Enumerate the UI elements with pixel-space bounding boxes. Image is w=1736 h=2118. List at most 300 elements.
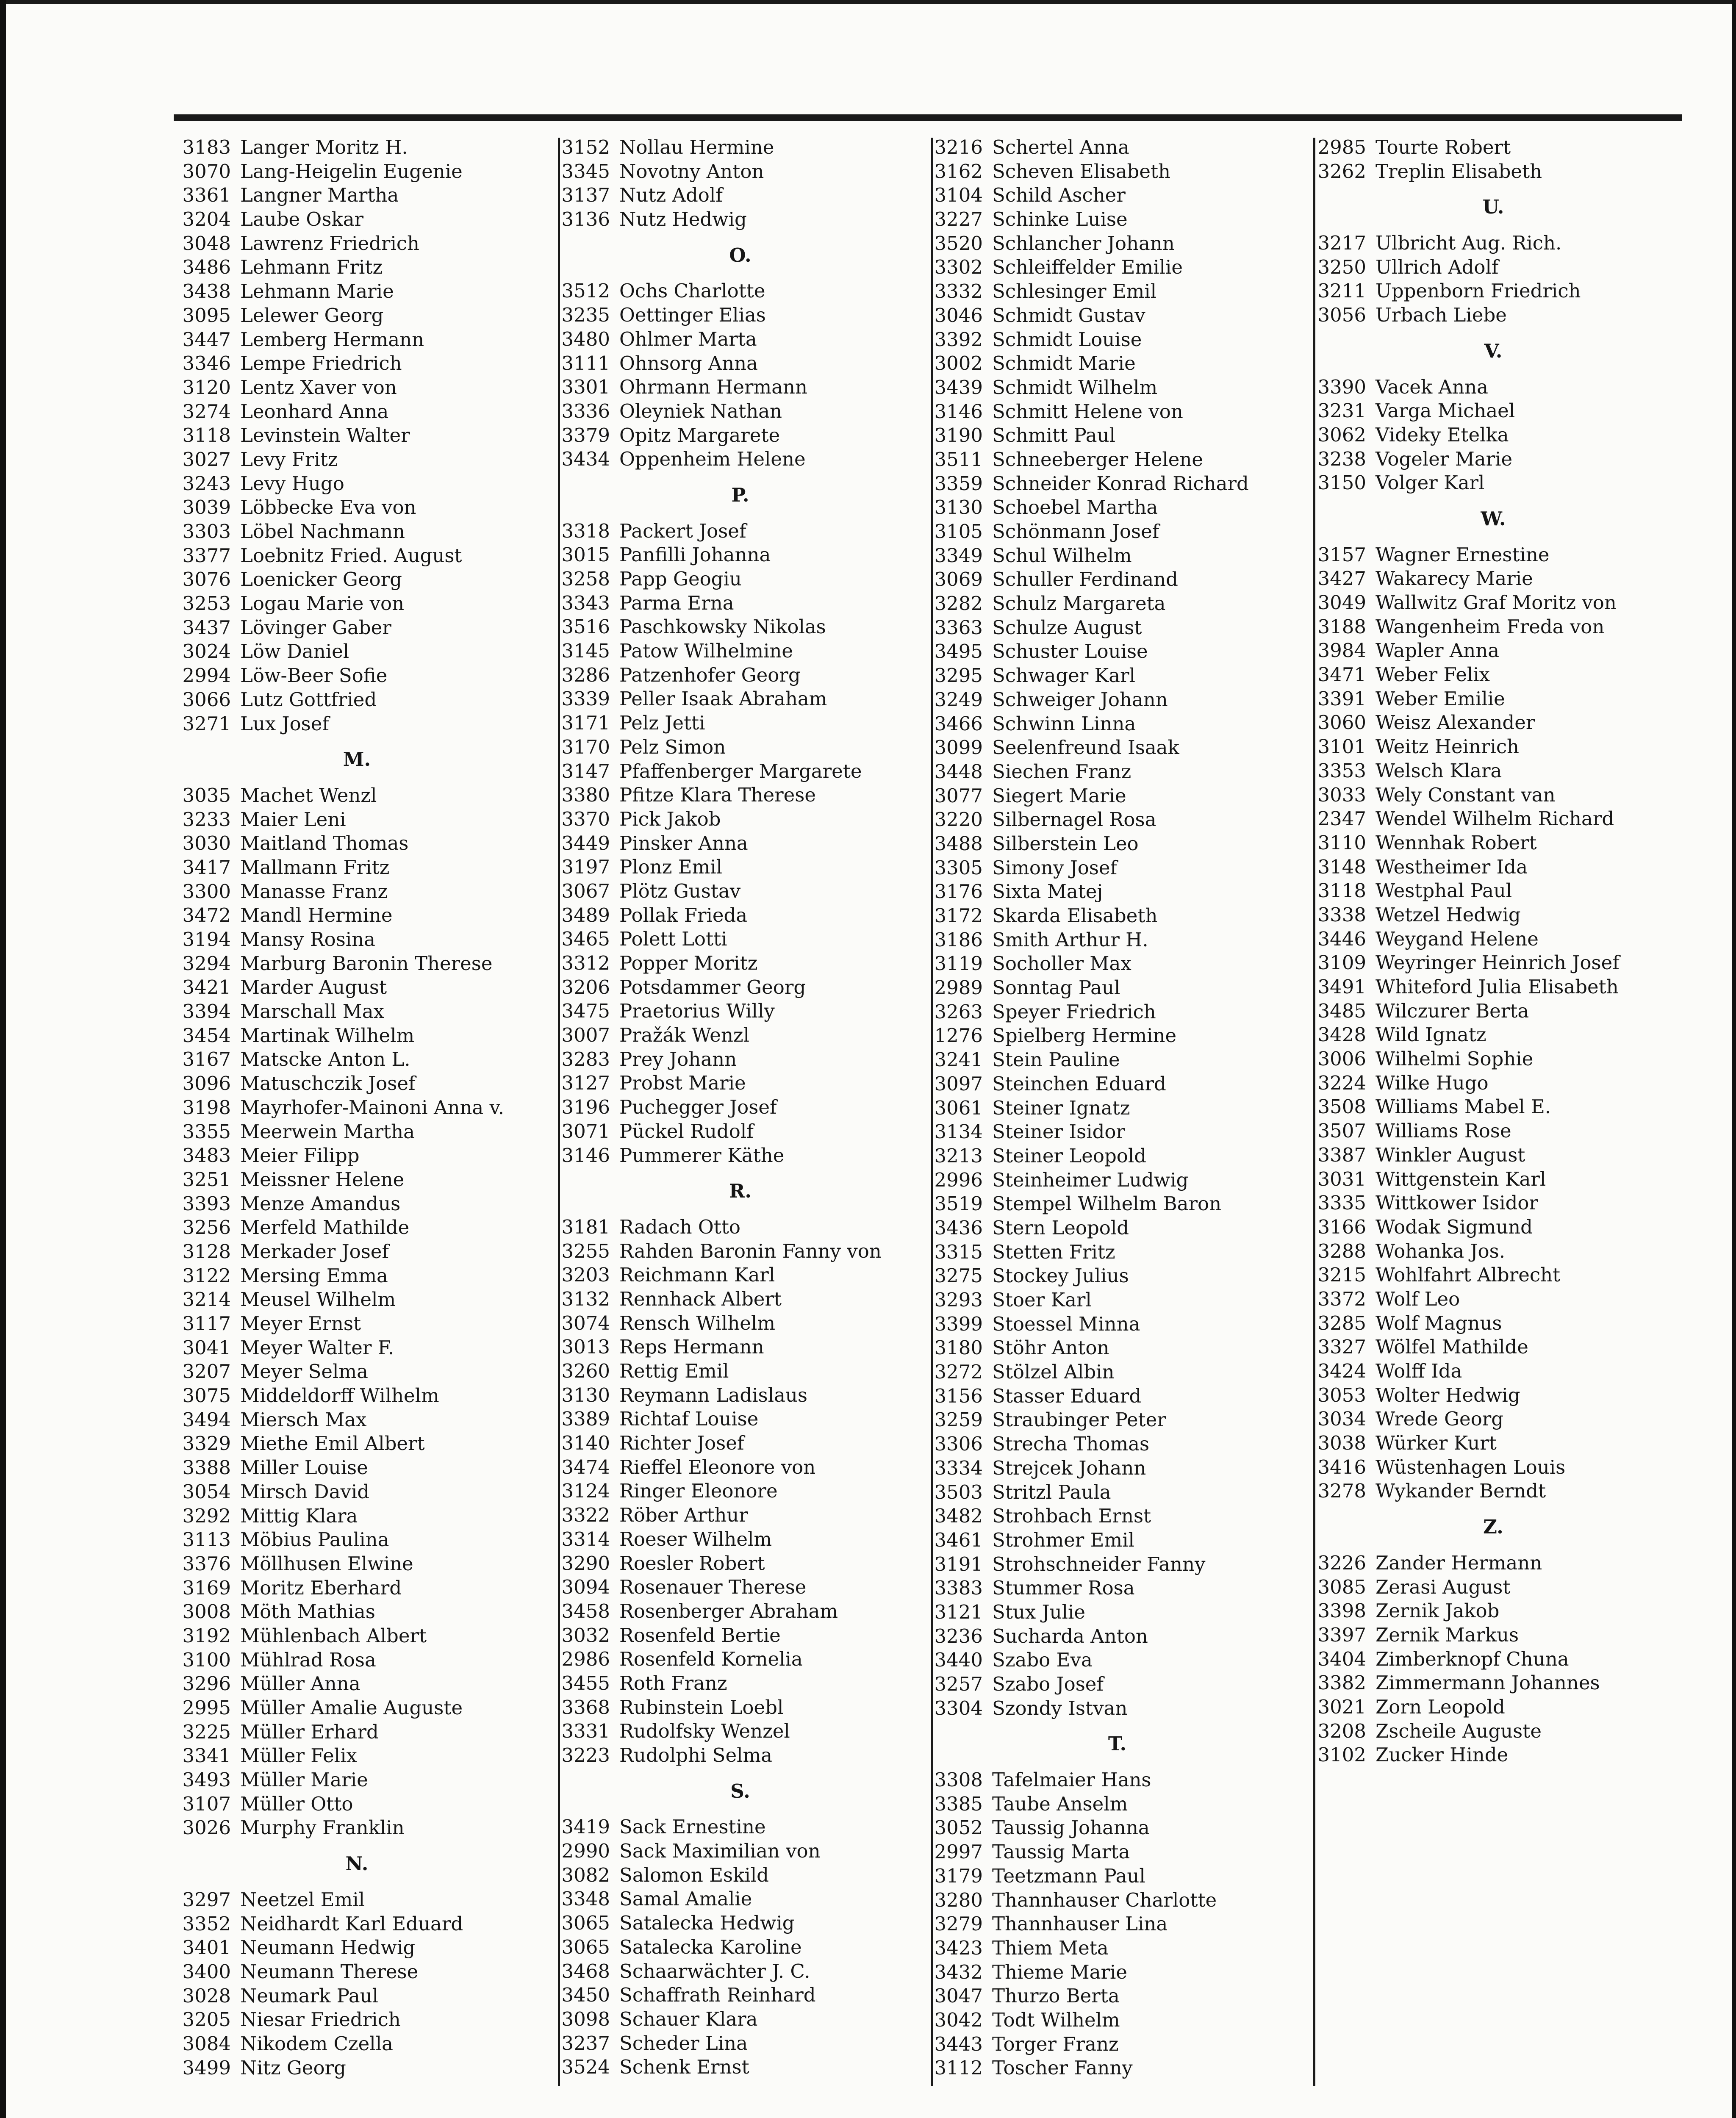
entry-number: 3263 xyxy=(934,1000,983,1023)
entry-name: Westheimer Ida xyxy=(1375,855,1528,878)
entry-number: 3188 xyxy=(1317,615,1366,638)
entry-name: Lemberg Hermann xyxy=(240,328,424,351)
entry-number: 3489 xyxy=(561,904,610,926)
section-letter-heading: V. xyxy=(1484,339,1503,362)
entry-number: 3075 xyxy=(182,1384,231,1407)
entry-number: 3493 xyxy=(182,1769,231,1791)
entry-number: 3076 xyxy=(182,568,231,591)
directory-entry xyxy=(551,447,930,471)
directory-entry xyxy=(551,279,930,303)
entry-number: 3275 xyxy=(934,1264,983,1287)
entry-name: Neidhardt Karl Eduard xyxy=(240,1912,463,1935)
directory-entry xyxy=(172,856,542,880)
entry-number: 3027 xyxy=(182,448,231,471)
entry-number: 3238 xyxy=(1317,447,1366,470)
section-letter-heading: T. xyxy=(1108,1733,1127,1755)
directory-entry xyxy=(923,1456,1311,1480)
entry-name: Neetzel Emil xyxy=(240,1888,365,1911)
entry-name: Wölfel Mathilde xyxy=(1375,1336,1528,1358)
entry-number: 2985 xyxy=(1317,136,1366,158)
entry-number: 3120 xyxy=(182,376,231,399)
directory-entry xyxy=(1307,951,1680,975)
directory-entry xyxy=(1307,879,1680,903)
entry-number: 3172 xyxy=(934,904,983,927)
entry-name: Szabo Eva xyxy=(992,1649,1093,1672)
directory-entry xyxy=(1307,783,1680,807)
entry-number: 3233 xyxy=(182,808,231,831)
directory-entry xyxy=(172,1024,542,1048)
entry-name: Schneider Konrad Richard xyxy=(992,472,1249,495)
entry-number: 3237 xyxy=(561,2032,610,2054)
directory-entry xyxy=(923,1144,1311,1168)
entry-number: 3042 xyxy=(934,2008,983,2031)
directory-entry xyxy=(1307,543,1680,567)
entry-name: Seelenfreund Isaak xyxy=(992,736,1179,759)
directory-entry xyxy=(1307,1743,1680,1767)
entry-number: 3060 xyxy=(1317,711,1366,734)
entry-name: Müller Felix xyxy=(240,1744,357,1767)
directory-entry xyxy=(172,1384,542,1408)
entry-number: 3094 xyxy=(561,1576,610,1599)
entry-number: 3213 xyxy=(934,1144,983,1167)
entry-name: Wolf Leo xyxy=(1375,1287,1460,1310)
directory-entry xyxy=(923,736,1311,760)
entry-name: Peller Isaak Abraham xyxy=(619,688,827,710)
directory-entry xyxy=(1307,1359,1680,1383)
entry-name: Taussig Marta xyxy=(992,1841,1130,1863)
directory-entry xyxy=(1307,303,1680,327)
directory-entry xyxy=(172,1240,542,1264)
directory-entry xyxy=(923,568,1311,592)
directory-entry xyxy=(551,1215,930,1239)
entry-name: Schaffrath Reinhard xyxy=(619,1984,816,2007)
entry-number: 3243 xyxy=(182,472,231,495)
entry-name: Smith Arthur H. xyxy=(992,928,1148,951)
entry-number: 3271 xyxy=(182,712,231,735)
entry-name: Wapler Anna xyxy=(1375,639,1500,662)
directory-entry xyxy=(551,2032,930,2056)
directory-entry xyxy=(923,472,1311,496)
directory-entry xyxy=(1307,279,1680,303)
entry-number: 3399 xyxy=(934,1312,983,1335)
entry-number: 3069 xyxy=(934,568,983,591)
directory-entry xyxy=(172,784,542,808)
entry-name: Mirsch David xyxy=(240,1480,370,1503)
entry-number: 3102 xyxy=(1317,1744,1366,1766)
entry-name: Strohschneider Fanny xyxy=(992,1552,1206,1575)
entry-number: 3439 xyxy=(934,376,983,399)
directory-entry xyxy=(172,1936,542,1960)
directory-entry xyxy=(923,976,1311,1000)
entry-number: 3002 xyxy=(934,352,983,375)
entry-number: 3171 xyxy=(561,712,610,735)
directory-entry xyxy=(1307,231,1680,255)
directory-entry xyxy=(551,927,930,951)
section-letter-heading: W. xyxy=(1481,507,1506,530)
entry-number: 3397 xyxy=(1317,1623,1366,1646)
directory-entry xyxy=(923,1408,1311,1432)
entry-number: 3404 xyxy=(1317,1647,1366,1670)
directory-entry xyxy=(172,1192,542,1216)
directory-entry xyxy=(551,591,930,615)
entry-name: Martinak Wilhelm xyxy=(240,1024,415,1047)
entry-number: 3475 xyxy=(561,1000,610,1023)
entry-name: Tourte Robert xyxy=(1375,136,1511,158)
entry-name: Winkler August xyxy=(1375,1143,1525,1166)
directory-entry xyxy=(923,592,1311,616)
directory-entry xyxy=(551,855,930,879)
directory-entry xyxy=(923,1816,1311,1840)
directory-entry xyxy=(923,1096,1311,1120)
entry-number: 3383 xyxy=(934,1577,983,1600)
directory-entry xyxy=(172,376,542,400)
directory-entry xyxy=(172,1960,542,1984)
entry-number: 3026 xyxy=(182,1816,231,1839)
entry-number: 3483 xyxy=(182,1144,231,1167)
scan-border-left xyxy=(0,0,6,2118)
entry-number: 3013 xyxy=(561,1336,610,1358)
entry-name: Zernik Markus xyxy=(1375,1623,1519,1646)
entry-name: Stritzl Paula xyxy=(992,1480,1111,1503)
entry-name: Miersch Max xyxy=(240,1408,367,1431)
directory-entry xyxy=(172,1336,542,1360)
entry-number: 3190 xyxy=(934,424,983,447)
directory-entry xyxy=(923,1000,1311,1024)
entry-name: Wodak Sigmund xyxy=(1375,1215,1533,1238)
entry-name: Wagner Ernestine xyxy=(1375,543,1550,566)
directory-entry xyxy=(1307,759,1680,783)
directory-entry xyxy=(172,592,542,616)
entry-number: 3363 xyxy=(934,616,983,639)
entry-name: Strejcek Johann xyxy=(992,1456,1146,1479)
entry-name: Marburg Baronin Therese xyxy=(240,952,493,975)
entry-number: 3303 xyxy=(182,520,231,543)
directory-entry xyxy=(923,1984,1311,2008)
directory-entry xyxy=(1307,1623,1680,1647)
entry-name: Siechen Franz xyxy=(992,760,1131,783)
directory-entry xyxy=(551,1839,930,1863)
entry-name: Siegert Marie xyxy=(992,784,1126,807)
entry-number: 3105 xyxy=(934,520,983,543)
entry-name: Stölzel Albin xyxy=(992,1361,1115,1383)
entry-name: Löbbecke Eva von xyxy=(240,496,416,519)
entry-name: Wild Ignatz xyxy=(1375,1023,1486,1046)
entry-number: 3186 xyxy=(934,928,983,951)
entry-name: Rieffel Eleonore von xyxy=(619,1455,816,1478)
entry-number: 3216 xyxy=(934,136,983,158)
entry-name: Vacek Anna xyxy=(1375,375,1488,398)
entry-name: Wolf Magnus xyxy=(1375,1311,1502,1334)
directory-entry xyxy=(172,1048,542,1072)
entry-name: Skarda Elisabeth xyxy=(992,904,1158,927)
entry-name: Reichmann Karl xyxy=(619,1264,775,1286)
entry-number: 3226 xyxy=(1317,1551,1366,1574)
entry-name: Pollak Frieda xyxy=(619,904,748,926)
entry-name: Nollau Hermine xyxy=(619,136,774,158)
entry-number: 3296 xyxy=(182,1672,231,1695)
section-letter-heading: O. xyxy=(729,244,752,266)
directory-entry xyxy=(923,1120,1311,1144)
directory-entry xyxy=(551,543,930,567)
entry-name: Thannhauser Lina xyxy=(992,1913,1168,1935)
entry-name: Teetzmann Paul xyxy=(992,1864,1145,1887)
entry-number: 3236 xyxy=(934,1625,983,1647)
entry-number: 3250 xyxy=(1317,255,1366,278)
entry-name: Spielberg Hermine xyxy=(992,1024,1177,1047)
directory-entry xyxy=(923,1888,1311,1913)
directory-entry xyxy=(1307,471,1680,495)
entry-number: 3053 xyxy=(1317,1383,1366,1406)
entry-name: Rosenberger Abraham xyxy=(619,1600,838,1622)
entry-name: Wely Constant van xyxy=(1375,783,1556,806)
entry-number: 3196 xyxy=(561,1096,610,1119)
entry-name: Wykander Berndt xyxy=(1375,1480,1546,1503)
entry-number: 3077 xyxy=(934,784,983,807)
entry-name: Pick Jakob xyxy=(619,807,721,830)
entry-name: Richtaf Louise xyxy=(619,1408,759,1430)
entry-number: 3255 xyxy=(561,1239,610,1262)
entry-name: Schild Ascher xyxy=(992,184,1126,207)
entry-number: 3262 xyxy=(1317,160,1366,183)
directory-entry xyxy=(1307,447,1680,471)
entry-number: 3306 xyxy=(934,1433,983,1455)
directory-entry xyxy=(172,472,542,496)
entry-name: Silberstein Leo xyxy=(992,832,1139,855)
directory-entry xyxy=(923,2008,1311,2032)
entry-name: Popper Moritz xyxy=(619,952,758,974)
entry-name: Salomon Eskild xyxy=(619,1863,769,1886)
entry-number: 3070 xyxy=(182,160,231,183)
entry-number: 3382 xyxy=(1317,1672,1366,1694)
entry-number: 3047 xyxy=(934,1985,983,2007)
directory-entry xyxy=(172,1912,542,1936)
entry-number: 3461 xyxy=(934,1528,983,1551)
directory-entry xyxy=(923,328,1311,352)
entry-name: Packert Josef xyxy=(619,519,746,542)
directory-entry xyxy=(923,448,1311,472)
entry-number: 3214 xyxy=(182,1288,231,1311)
entry-number: 3448 xyxy=(934,760,983,783)
entry-name: Plötz Gustav xyxy=(619,879,741,902)
entry-number: 3295 xyxy=(934,664,983,687)
entry-number: 3329 xyxy=(182,1432,231,1455)
entry-name: Löbel Nachmann xyxy=(240,520,405,543)
entry-number: 3015 xyxy=(561,543,610,566)
directory-entry xyxy=(172,664,542,688)
entry-name: Rudolphi Selma xyxy=(619,1744,772,1766)
directory-entry xyxy=(923,232,1311,256)
directory-entry xyxy=(172,400,542,424)
entry-number: 3253 xyxy=(182,592,231,615)
entry-number: 3227 xyxy=(934,208,983,231)
directory-entry xyxy=(1307,639,1680,663)
entry-number: 3157 xyxy=(1317,543,1366,566)
entry-name: Logau Marie von xyxy=(240,592,405,615)
entry-name: Stein Pauline xyxy=(992,1048,1120,1071)
entry-number: 1276 xyxy=(934,1024,983,1047)
entry-number: 3421 xyxy=(182,976,231,999)
entry-name: Miller Louise xyxy=(240,1456,368,1479)
entry-name: Sucharda Anton xyxy=(992,1625,1148,1647)
directory-entry xyxy=(1307,999,1680,1023)
entry-name: Scheven Elisabeth xyxy=(992,160,1171,183)
directory-entry xyxy=(172,568,542,592)
entry-name: Plonz Emil xyxy=(619,856,723,879)
directory-entry xyxy=(1307,375,1680,399)
entry-name: Strohbach Ernst xyxy=(992,1505,1151,1528)
entry-name: Patzenhofer Georg xyxy=(619,663,801,686)
entry-number: 3495 xyxy=(934,640,983,663)
entry-name: Zernik Jakob xyxy=(1375,1600,1500,1622)
entry-number: 3038 xyxy=(1317,1432,1366,1455)
entry-name: Weber Emilie xyxy=(1375,687,1505,710)
entry-name: Panfilli Johanna xyxy=(619,543,771,566)
directory-entry xyxy=(1307,160,1680,184)
entry-name: Möth Mathias xyxy=(240,1600,375,1623)
entry-name: Neumann Hedwig xyxy=(240,1936,416,1959)
entry-number: 3423 xyxy=(934,1936,983,1959)
directory-entry xyxy=(923,1912,1311,1936)
entry-number: 3516 xyxy=(561,615,610,638)
entry-number: 3192 xyxy=(182,1624,231,1647)
entry-name: Satalecka Hedwig xyxy=(619,1912,795,1935)
entry-name: Wilhelmi Sophie xyxy=(1375,1048,1534,1070)
entry-number: 3194 xyxy=(182,928,231,951)
directory-entry xyxy=(551,1672,930,1696)
entry-name: Schmidt Gustav xyxy=(992,304,1145,327)
directory-entry xyxy=(923,880,1311,904)
directory-entry xyxy=(172,1648,542,1672)
entry-name: Tafelmaier Hans xyxy=(992,1769,1151,1791)
entry-name: Weisz Alexander xyxy=(1375,711,1535,734)
directory-entry xyxy=(551,1311,930,1336)
entry-number: 3494 xyxy=(182,1408,231,1431)
directory-entry xyxy=(172,1600,542,1624)
entry-number: 3331 xyxy=(561,1720,610,1743)
directory-entry xyxy=(551,424,930,448)
directory-entry xyxy=(551,519,930,543)
directory-entry xyxy=(1307,1719,1680,1744)
entry-number: 3348 xyxy=(561,1888,610,1910)
directory-entry xyxy=(923,352,1311,376)
directory-entry xyxy=(1307,1047,1680,1071)
directory-entry xyxy=(551,1048,930,1072)
directory-entry xyxy=(172,1720,542,1744)
entry-name: Schuster Louise xyxy=(992,640,1148,663)
directory-entry xyxy=(923,1697,1311,1721)
directory-entry xyxy=(172,1672,542,1696)
directory-column-4 xyxy=(1307,136,1680,1767)
directory-entry xyxy=(1307,663,1680,687)
directory-entry xyxy=(172,880,542,904)
entry-name: Schmidt Wilhelm xyxy=(992,376,1158,399)
directory-entry xyxy=(172,496,542,520)
entry-number: 3098 xyxy=(561,2007,610,2030)
entry-name: Wallwitz Graf Moritz von xyxy=(1375,591,1617,614)
entry-number: 2995 xyxy=(182,1697,231,1719)
entry-number: 3427 xyxy=(1317,567,1366,590)
entry-name: Potsdammer Georg xyxy=(619,976,806,998)
entry-number: 3223 xyxy=(561,1744,610,1766)
directory-entry xyxy=(172,136,542,160)
directory-entry xyxy=(1307,615,1680,639)
entry-number: 3251 xyxy=(182,1168,231,1191)
entry-name: Zander Hermann xyxy=(1375,1551,1542,1574)
entry-name: Volger Karl xyxy=(1375,471,1485,494)
directory-entry xyxy=(1307,1599,1680,1623)
directory-entry xyxy=(551,1120,930,1144)
entry-number: 3257 xyxy=(934,1673,983,1695)
entry-number: 3007 xyxy=(561,1024,610,1047)
entry-name: Socholler Max xyxy=(992,952,1131,975)
directory-entry xyxy=(172,1432,542,1456)
directory-entry xyxy=(551,352,930,376)
entry-name: Lawrenz Friedrich xyxy=(240,232,420,255)
entry-name: Nitz Georg xyxy=(240,2056,346,2079)
entry-name: Toscher Fanny xyxy=(992,2057,1133,2079)
entry-number: 3450 xyxy=(561,1984,610,2007)
directory-entry xyxy=(551,1359,930,1383)
directory-entry xyxy=(551,1383,930,1408)
entry-number: 3166 xyxy=(1317,1215,1366,1238)
directory-entry xyxy=(551,663,930,688)
directory-entry xyxy=(923,952,1311,976)
entry-number: 3507 xyxy=(1317,1120,1366,1142)
directory-entry xyxy=(1307,1383,1680,1408)
entry-name: Steinchen Eduard xyxy=(992,1072,1166,1095)
entry-number: 3385 xyxy=(934,1792,983,1815)
entry-number: 3062 xyxy=(1317,423,1366,446)
entry-name: Wrede Georg xyxy=(1375,1408,1504,1430)
directory-entry xyxy=(551,1071,930,1095)
directory-entry xyxy=(923,1480,1311,1505)
entry-name: Menze Amandus xyxy=(240,1192,401,1215)
entry-name: Müller Amalie Auguste xyxy=(240,1697,463,1719)
directory-entry xyxy=(172,928,542,952)
directory-entry xyxy=(551,1552,930,1576)
directory-entry xyxy=(1307,1143,1680,1167)
directory-entry xyxy=(172,1576,542,1600)
entry-name: Speyer Friedrich xyxy=(992,1000,1156,1023)
entry-name: Roeser Wilhelm xyxy=(619,1528,772,1550)
entry-name: Nutz Adolf xyxy=(619,184,723,207)
directory-entry xyxy=(551,160,930,184)
entry-name: Steiner Ignatz xyxy=(992,1096,1130,1119)
directory-entry xyxy=(172,952,542,976)
entry-number: 3488 xyxy=(934,832,983,855)
entry-name: Möllhusen Elwine xyxy=(240,1552,413,1575)
directory-entry xyxy=(1307,1335,1680,1359)
entry-name: Mersing Emma xyxy=(240,1264,388,1287)
entry-name: Wüstenhagen Louis xyxy=(1375,1455,1566,1478)
entry-number: 3377 xyxy=(182,544,231,567)
directory-entry xyxy=(551,976,930,1000)
entry-name: Schlesinger Emil xyxy=(992,280,1157,303)
directory-entry xyxy=(923,760,1311,784)
entry-number: 3336 xyxy=(561,399,610,422)
directory-entry xyxy=(1307,807,1680,831)
entry-name: Pummerer Käthe xyxy=(619,1144,785,1167)
directory-entry xyxy=(172,424,542,448)
entry-number: 3428 xyxy=(1317,1023,1366,1046)
directory-entry xyxy=(551,1503,930,1528)
entry-number: 3417 xyxy=(182,856,231,879)
directory-entry xyxy=(551,1887,930,1911)
entry-name: Zscheile Auguste xyxy=(1375,1719,1542,1742)
directory-entry xyxy=(1307,1551,1680,1575)
entry-number: 3034 xyxy=(1317,1408,1366,1430)
entry-number: 3512 xyxy=(561,280,610,302)
